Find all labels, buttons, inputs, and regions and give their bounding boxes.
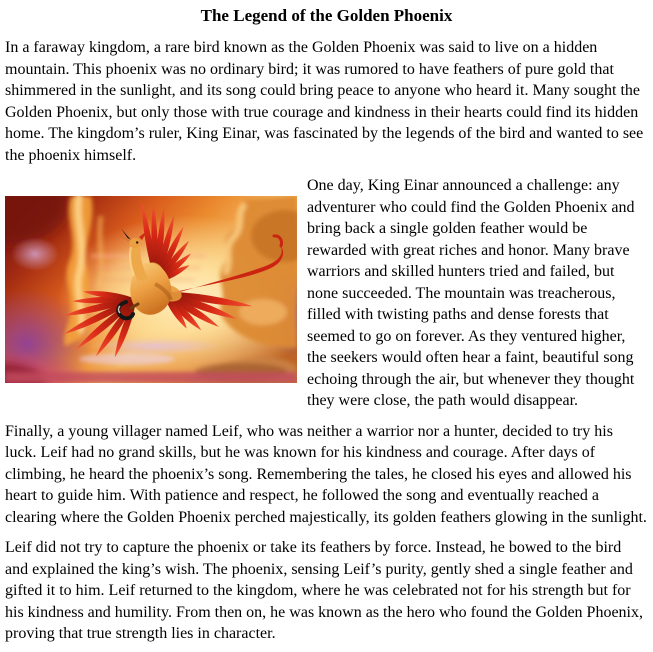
paragraph-1: In a faraway kingdom, a rare bird known as the Golden Phoenix was said to live on a hidden mountain. This phoenix was no ordinary bird; it was rumored to have feathers of pure gold that shimmered in the sunlight, and its song could bring peace to anyone who heard it. Many sought the Golden Phoenix, but only those with true courage and kindness in their hearts could find its hidden home. The kingdom’s ruler, King Einar, was fascinated by the legends of the bird and wanted to see the phoenix himself.: [5, 39, 644, 164]
document-title: The Legend of the Golden Phoenix: [200, 6, 453, 25]
phoenix-image: [5, 196, 297, 383]
phoenix-illustration: [5, 196, 297, 383]
paragraph-2-row: [5, 175, 648, 412]
paragraph-4: Leif did not try to capture the phoenix or take its feathers by force. Instead, he bowed to the bird and explained the king’s wish. The phoenix, sensing Leif’s purity, gently shed a single feather and gifted it to him. Leif returned to the kingdom, where he was celebrated not for his strength but for his kindness and humility. From then on, he was known as the hero who found the Golden Phoenix, proving that true strength lies in character.: [5, 539, 643, 642]
paragraph-2: One day, King Einar announced a challenge: any adventurer who could find the Golden Phoenix and bring back a single golden feather would be rewarded with great riches and honor. Many brave warriors and skilled hunters tried and failed, but none succeeded. The mountain was treacherous, filled with twisting paths and dense forests that seemed to go on forever. As they ventured higher, the seekers would often hear a faint, beautiful song echoing through the air, but whenever they thought they were close, the path would disappear.: [307, 177, 635, 409]
paragraph-3: Finally, a young villager named Leif, who was neither a warrior nor a hunter, decided to try his luck. Leif had no grand skills, but he was known for his kindness and courage. After days of climbing, he heard the phoenix’s song. Remembering the tales, he closed his eyes and allowed his heart to guide him. With patience and respect, he followed the song and eventually reached a clearing where the Golden Phoenix perched majestically, its golden feathers glowing in the sunlight.: [5, 422, 647, 526]
